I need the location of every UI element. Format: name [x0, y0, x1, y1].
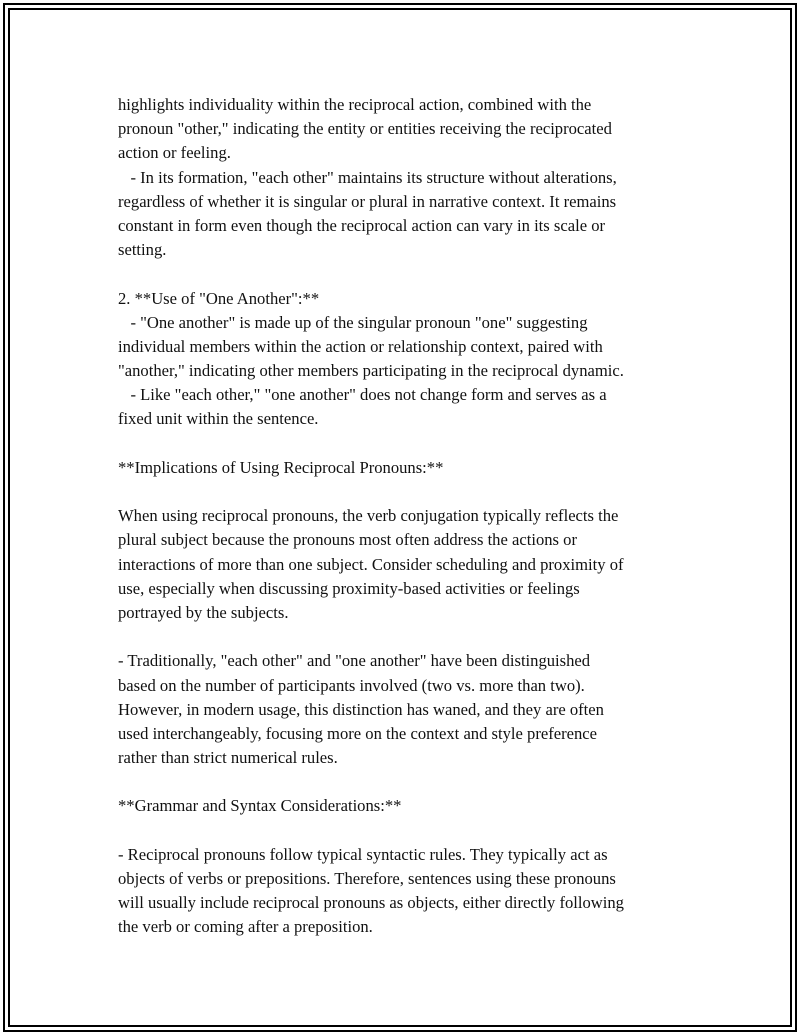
text-line: individual members within the action or relationship context, paired with	[118, 336, 603, 356]
text-line: - Traditionally, "each other" and "one another" have been distinguished	[118, 651, 591, 671]
paragraph-gap	[118, 625, 688, 649]
text-line: use, especially when discussing proximity-based activities or feelings	[118, 578, 580, 598]
text-line: portrayed by the subjects.	[118, 602, 289, 622]
text-line: highlights individuality within the reciprocal action, combined with the	[118, 95, 592, 114]
paragraph-one-another	[118, 287, 688, 432]
paragraph-each-other-intro	[118, 93, 688, 262]
text-line: objects of verbs or prepositions. Therefore, sentences using these pronouns	[118, 869, 616, 888]
text-line: regardless of whether it is singular or plural in narrative context. It remains	[118, 191, 617, 211]
text-line: - Reciprocal pronouns follow typical syntactic rules. They typically act as	[118, 844, 608, 864]
heading-implications	[118, 456, 688, 480]
text-line: - Like "each other," "one another" does not change form and serves as a	[118, 385, 607, 405]
text-line: rather than strict numerical rules.	[118, 748, 338, 768]
text-line: interactions of more than one subject. Consider scheduling and proximity of	[118, 554, 624, 574]
text-line: the verb or coming after a preposition.	[118, 917, 373, 937]
heading-grammar-syntax	[118, 794, 688, 818]
text-line: pronoun "other," indicating the entity or entities receiving the reciprocated	[118, 119, 612, 139]
text-line: action or feeling.	[118, 143, 231, 163]
paragraph-gap	[118, 819, 688, 843]
paragraph-gap	[118, 262, 688, 286]
paragraph-gap	[118, 480, 688, 504]
text-line: fixed unit within the sentence.	[118, 409, 319, 429]
document-body	[118, 93, 688, 940]
paragraph-gap	[118, 432, 688, 456]
paragraph-traditional-distinction	[118, 649, 688, 770]
text-line: plural subject because the pronouns most often address the actions or	[118, 530, 577, 550]
text-line: - "One another" is made up of the singular pronoun "one" suggesting	[118, 312, 588, 332]
text-line: will usually include reciprocal pronouns as objects, either directly following	[118, 893, 624, 913]
text-line: However, in modern usage, this distinction has waned, and they are often	[118, 699, 604, 719]
text-line: used interchangeably, focusing more on the context and style preference	[118, 723, 598, 743]
text-line: 2. **Use of "One Another":**	[118, 288, 320, 308]
paragraph-syntactic-rules	[118, 843, 688, 940]
text-line: setting.	[118, 240, 167, 260]
text-line: **Grammar and Syntax Considerations:**	[118, 796, 402, 816]
text-line: **Implications of Using Reciprocal Pronouns:**	[118, 457, 444, 477]
text-line: "another," indicating other members participating in the reciprocal dynamic.	[118, 361, 624, 381]
text-line: based on the number of participants involved (two vs. more than two).	[118, 675, 585, 695]
text-line: - In its formation, "each other" maintains its structure without alterations,	[118, 167, 617, 187]
paragraph-gap	[118, 770, 688, 794]
text-line: When using reciprocal pronouns, the verb conjugation typically reflects the	[118, 506, 619, 526]
text-line: constant in form even though the reciprocal action can vary in its scale or	[118, 215, 606, 235]
paragraph-verb-conjugation	[118, 504, 688, 625]
